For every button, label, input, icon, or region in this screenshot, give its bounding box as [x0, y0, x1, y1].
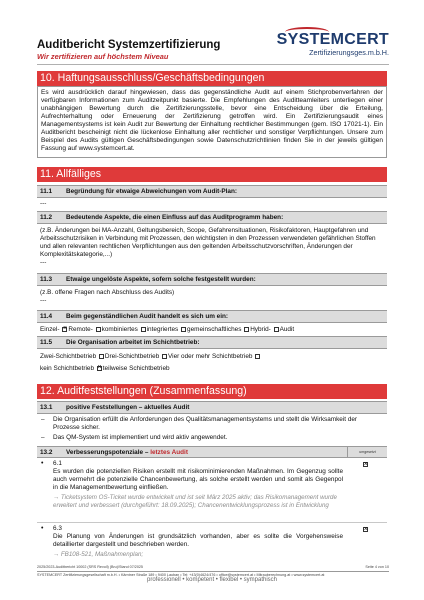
kein-schicht-label: kein Schichtbetrieb — [40, 365, 94, 372]
section-11-heading: 11. Allfälliges — [37, 167, 387, 182]
section-10-heading: 10. Haftungsausschluss/Geschäftsbedingungen — [37, 71, 387, 86]
hybrid-label: Hybrid- — [250, 326, 271, 333]
row-11-5-header — [37, 336, 387, 349]
finding-text: Das QM-System ist implementiert und wird aktiv angewendet. — [53, 434, 228, 441]
page-header — [37, 30, 389, 68]
bullet-icon: • — [41, 525, 44, 532]
integriertes-checkbox[interactable] — [141, 327, 146, 332]
row-11-1-value: --- — [40, 200, 47, 207]
improvement-table — [37, 446, 387, 563]
positive-finding-2 — [37, 433, 387, 443]
row-label: Begründung für etwaige Abweichungen vom Audit-Plan: — [66, 188, 238, 195]
row-number: 11.2 — [40, 214, 53, 221]
row-label: Etwaige ungelöste Aspekte, sofern solche festgestellt wurden: — [66, 276, 256, 283]
row-11-2-header — [37, 211, 387, 224]
item-note: → FB108-521, Maßnahmenplan; — [53, 551, 144, 558]
vier-schicht-checkbox[interactable] — [255, 354, 260, 359]
row-text: --- — [40, 297, 47, 304]
drei-schicht-checkbox[interactable] — [162, 354, 167, 359]
kein-schicht-checkbox[interactable] — [97, 366, 102, 371]
systemcert-logo — [269, 30, 389, 60]
row-label: Beim gegenständlichen Audit handelt es sich um ein: — [66, 313, 229, 320]
audit-type-options — [37, 325, 387, 335]
row-13-2-header — [37, 446, 387, 458]
document-subtitle: Wir zertifizieren auf höchstem Niveau — [37, 52, 169, 61]
bullet-icon: – — [41, 416, 45, 423]
section-12-heading: 12. Auditfeststellungen (Zusammenfassung) — [37, 384, 387, 399]
row-number: 11.3 — [40, 276, 53, 283]
remote-label: Remote- — [68, 326, 93, 333]
zwei-schicht-label: Zwei-Schichtbetrieb — [40, 353, 97, 360]
row-number: 13.1 — [40, 404, 53, 411]
header-divider — [37, 64, 389, 65]
disclaimer-box — [37, 86, 387, 158]
row-13-1-header — [37, 401, 387, 414]
row-text: (z.B. Änderungen bei MA-Anzahl, Geltungsbereich, Scope, Gefahrensituationen, Risikofaktoren, Hauptgefahren und Arbeitsschutzrisiken in Verbindung mit Prozessen, den wichtigsten in den Prozessen verwendeten gefährlichen Stoffen und allen relevanten rechtlichen Verpflichtungen aus den geltenden Arbeitsschutzvorschriften, Änderungen der Komplexitätskategorie,...) — [40, 227, 376, 258]
row-11-2-value — [37, 226, 387, 268]
implemented-checkbox[interactable] — [363, 462, 368, 467]
kombiniertes-label: kombiniertes — [101, 326, 138, 333]
item-number: 6.1 — [53, 460, 62, 467]
item-note: → Ticketsystem OS-Ticket wurde entwickelt und ist seit März 2025 aktiv; das Risikomanagement wurde erweitert und verbessert (durchgeführt: 18.09.2025); Chancenentwicklungsprozess ist in Entwicklung — [53, 494, 337, 509]
row-text: --- — [40, 259, 47, 266]
bullet-icon: – — [41, 434, 45, 441]
row-number: 11.4 — [40, 313, 53, 320]
row-number: 11.1 — [40, 188, 53, 195]
integriertes-label: integriertes — [146, 326, 179, 333]
footer-doc-id: 2025/2023-Auditbericht 10002 (SRS Revoll) (Bru)/Stand 07/2025 — [37, 565, 143, 569]
hybrid-checkbox[interactable] — [244, 327, 249, 332]
logo-subtitle: Zertifizierungsges.m.b.H. — [309, 48, 389, 57]
logo-wordmark: SYSTEMCERT — [276, 31, 389, 48]
improvement-item — [37, 458, 387, 523]
kombiniertes-checkbox[interactable] — [96, 327, 101, 332]
row-label: Verbesserungspotenziale – — [66, 449, 149, 456]
item-text: Es wurden die potenziellen Risiken erstellt mit risikominimierenden Maßnahmen. Im Gegenzug sollte auch vermehrt die potenzielle Chancenbewertung, als solche erstellt werden und somit als Gegenpol in die Managementbewertung einfließen. — [53, 468, 343, 491]
footer-meta — [37, 565, 389, 570]
footer-slogan: professionell • kompetent • flexibel • sympathisch — [146, 577, 278, 583]
page-number: Seite 4 von 10 — [365, 565, 389, 569]
row-label: Bedeutende Aspekte, die einen Einfluss auf das Auditprogramm haben: — [66, 214, 284, 221]
remote-checkbox[interactable] — [62, 327, 67, 332]
row-11-3-value — [37, 288, 387, 306]
document-title: Auditbericht Systemzertifizierung — [37, 39, 221, 51]
row-text: (z.B. offene Fragen nach Abschluss des Audits) — [40, 289, 175, 296]
row-11-1-header — [37, 185, 387, 198]
row-number: 11.5 — [40, 339, 53, 346]
positive-finding-1 — [37, 415, 387, 433]
row-label-highlight: letztes Audit — [150, 449, 188, 456]
implemented-checkbox[interactable] — [363, 527, 368, 532]
finding-text: Die Organisation erfüllt die Anforderungen des Qualitätsmanagementsystems und stellt die Wirksamkeit der Prozesse sicher. — [53, 416, 358, 431]
disclaimer-text: Es wird ausdrücklich darauf hingewiesen, dass das gegenständliche Audit auf einem Stichprobenverfahren der verfügbaren Informationen zum Auditzeitpunkt basierte. Die Empfehlungen des Auditteamleiters unterliegen einer unabhängigen Bewertung durch die Zertifizierungsstelle, bevor eine Entscheidung über die Erteilung, Aufrechterhaltung oder Erneuerung der Zertifizierung getroffen wird. Ein Zertifizierungsaudit eines Managementsystems ist kein Audit zur Bewertung der Einhaltung rechtlicher Bestimmungen (gem. ISO 17021-1). Ein Auditbericht bescheinigt nicht die lückenlose Einhaltung aller rechtlicher und sonstiger Verpflichtungen. Unsere zum Beispiel des Audits gültigen Geschäftsbedingungen sowie Datenschutzrichtlinien finden Sie in der jeweils gültigen Fassung auf www.systemcert.at. — [41, 89, 383, 153]
gemeinschaftliches-label: gemeinschaftliches — [187, 326, 242, 333]
item-text: Die Planung von Änderungen ist grundsätzlich vorhanden, aber es sollte die Vorgehensweise detaillierter dargestellt und beschrieben werden. — [53, 533, 343, 548]
row-label: positive Feststellungen – aktuelles Audit — [66, 404, 190, 411]
bullet-icon: • — [41, 460, 44, 467]
teilweise-schicht-label: teilweise Schichtbetrieb — [102, 365, 170, 372]
audit-type-prefix: Einzel- — [40, 326, 60, 333]
row-label: Die Organisation arbeitet im Schichtbetrieb: — [66, 339, 200, 346]
drei-schicht-label: Drei-Schichtbetrieb — [104, 353, 160, 360]
shift-options-line1 — [37, 352, 387, 362]
zwei-schicht-checkbox[interactable] — [99, 354, 104, 359]
implemented-column-header: umgesetzt — [347, 447, 387, 458]
row-number: 13.2 — [40, 449, 53, 456]
gemeinschaftliches-checkbox[interactable] — [181, 327, 186, 332]
shift-options-line2 — [37, 364, 387, 374]
vier-schicht-label: Vier oder mehr Schichtbetrieb — [168, 353, 253, 360]
audit-checkbox[interactable] — [274, 327, 279, 332]
footer-contact: SYSTEMCERT Zertifizierungsgesellschaft m.b.H. • Kärntner Straße 189 • 9400 Lauban • Tel: +43(0)4624/476 • office@systemcert.at • Mitrauberechnung.at • www.systemcert.at — [37, 571, 389, 578]
row-11-4-header — [37, 310, 387, 323]
improvement-item — [37, 523, 387, 563]
row-11-3-header — [37, 273, 387, 286]
audit-label: Audit — [279, 326, 295, 333]
item-number: 6.3 — [53, 525, 62, 532]
